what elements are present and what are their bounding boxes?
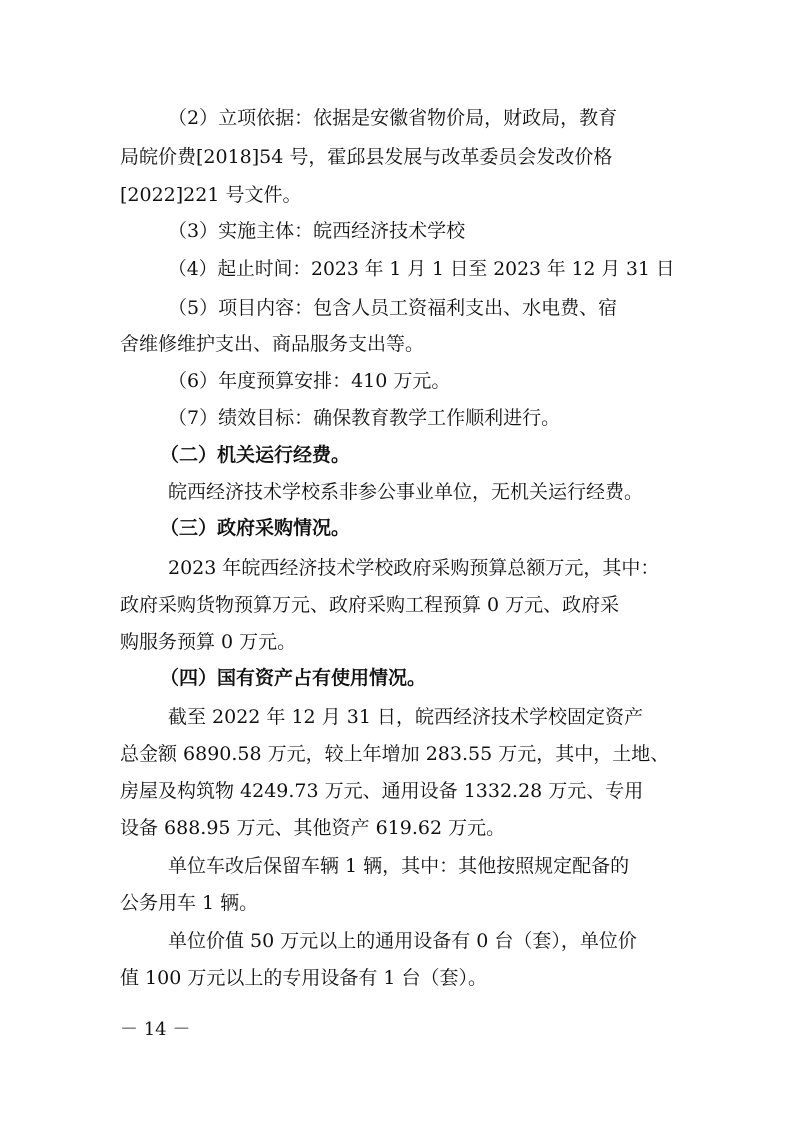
text-line: 2023 年皖西经济技术学校政府采购预算总额万元，其中： (168, 557, 660, 579)
text-line: （3）实施主体：皖西经济技术学校 (168, 220, 466, 242)
text-line: （6）年度预算安排：410 万元。 (168, 370, 451, 392)
text-line: 局皖价费[2018]54 号，霍邱县发展与改革委员会发改价格 (120, 146, 613, 168)
section-heading: （二）机关运行经费。 (160, 444, 351, 466)
text-line: [2022]221 号文件。 (120, 184, 302, 206)
page-number: － 14 － (120, 1019, 191, 1040)
section-heading: （四）国有资产占有使用情况。 (160, 667, 427, 689)
text-line: 购服务预算 0 万元。 (120, 631, 297, 653)
text-line: 单位价值 50 万元以上的通用设备有 0 台（套），单位价 (168, 930, 637, 952)
section-heading: （三）政府采购情况。 (160, 517, 351, 539)
text-line: （2）立项依据：依据是安徽省物价局，财政局，教育 (168, 107, 618, 129)
text-line: 舍维修维护支出、商品服务支出等。 (120, 333, 425, 355)
text-line: 截至 2022 年 12 月 31 日，皖西经济技术学校固定资产 (168, 706, 643, 728)
text-line: 值 100 万元以上的专用设备有 1 台（套）。 (120, 967, 488, 989)
text-line: 皖西经济技术学校系非参公事业单位，无机关运行经费。 (168, 481, 644, 503)
text-line: 单位车改后保留车辆 1 辆，其中：其他按照规定配备的 (168, 855, 630, 877)
text-line: （7）绩效目标：确保教育教学工作顺利进行。 (168, 407, 561, 429)
text-line: 总金额 6890.58 万元，较上年增加 283.55 万元，其中，土地、 (120, 743, 670, 765)
text-line: 设备 688.95 万元、其他资产 619.62 万元。 (120, 817, 506, 839)
text-line: 政府采购货物预算万元、政府采购工程预算 0 万元、政府采 (120, 594, 620, 616)
text-line: 房屋及构筑物 4249.73 万元、通用设备 1332.28 万元、专用 (120, 780, 644, 802)
text-line: （4）起止时间：2023 年 1 月 1 日至 2023 年 12 月 31 日 (168, 259, 675, 280)
text-line: 公务用车 1 辆。 (120, 892, 259, 914)
text-line: （5）项目内容：包含人员工资福利支出、水电费、宿 (168, 297, 618, 319)
